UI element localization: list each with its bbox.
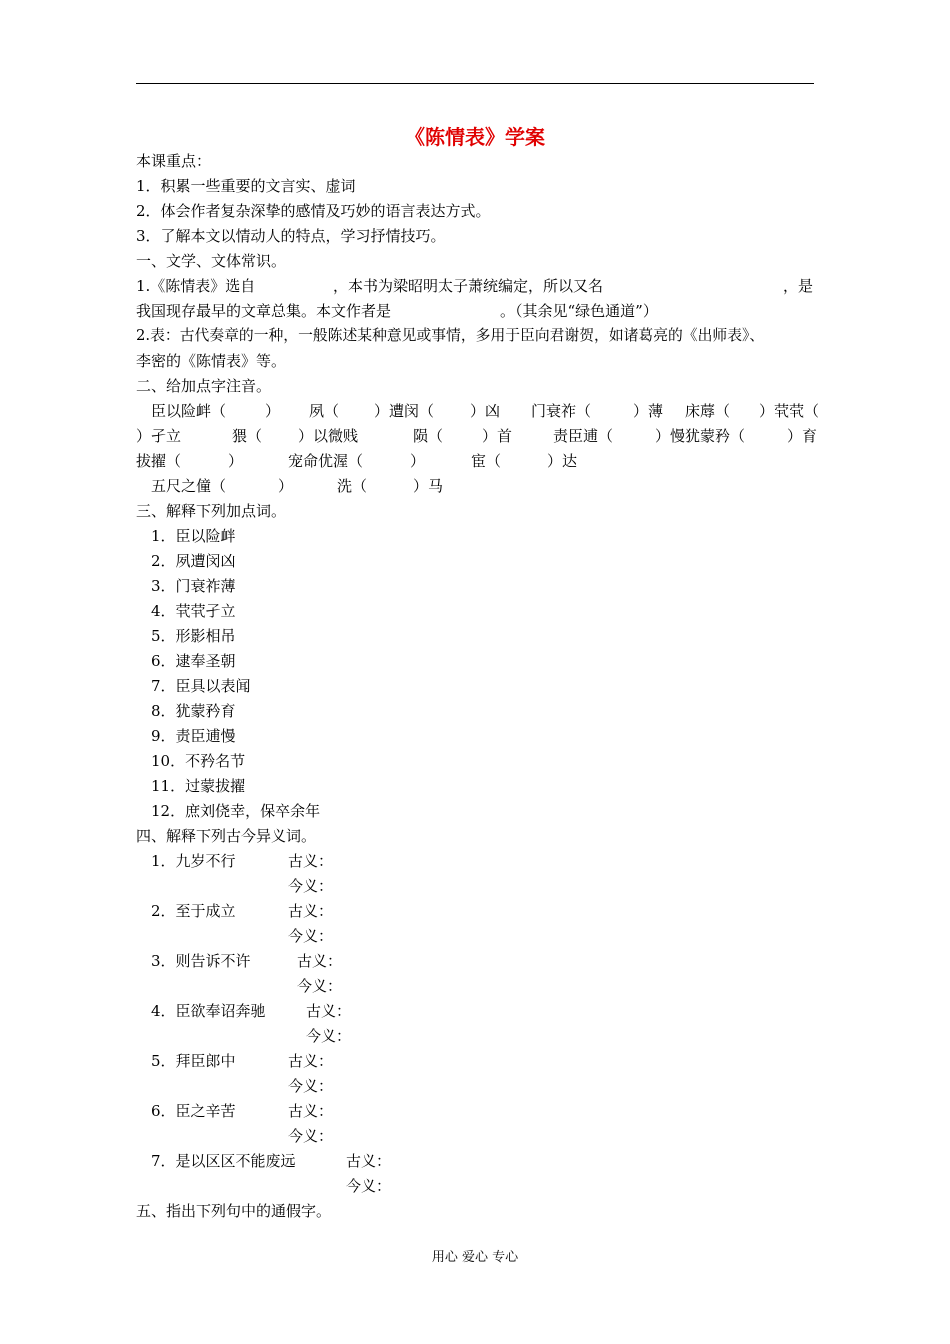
section-heading: 三、解释下列加点词。 xyxy=(136,502,287,520)
gu-label: 古义： xyxy=(346,1152,392,1170)
list-item: 7．臣具以表闻 xyxy=(151,677,251,695)
key-point: 2．体会作者复杂深挚的感情及巧妙的语言表达方式。 xyxy=(136,202,491,220)
pinyin-item: 洗（ xyxy=(337,477,368,495)
jin-label: 今义： xyxy=(288,927,334,945)
jin-label: 今义： xyxy=(297,977,343,995)
pinyin-item: ）慢犹蒙矜（ xyxy=(655,427,746,445)
pinyin-item: ） xyxy=(410,452,426,470)
list-item: 2．至于成立 xyxy=(151,902,236,920)
list-item: 5．拜臣郎中 xyxy=(151,1052,236,1070)
list-item: 6．逮奉圣朝 xyxy=(151,652,236,670)
pinyin-item: ）茕茕（ xyxy=(759,402,820,420)
pinyin-item: ）遭闵（ xyxy=(374,402,435,420)
list-item: 5．形影相吊 xyxy=(151,627,236,645)
question-text: 2.表：古代奏章的一种，一般陈述某种意见或事情，多用于臣向君谢贺，如诸葛亮的《出师表》、 xyxy=(136,327,765,344)
pinyin-item: ）马 xyxy=(413,477,444,495)
document-title: 《陈情表》学案 xyxy=(405,125,545,149)
list-item: 3．门衰祚薄 xyxy=(151,577,236,595)
pinyin-item: 臣以险衅（ xyxy=(151,402,227,420)
pinyin-item: 猥（ xyxy=(232,427,263,445)
pinyin-item: 拔擢（ xyxy=(136,452,182,470)
pinyin-item: ）以微贱 xyxy=(298,427,359,445)
list-item: 1．九岁不行 xyxy=(151,852,236,870)
pinyin-item: ） xyxy=(278,477,294,495)
page-footer: 用心 爱心 专心 xyxy=(431,1250,519,1265)
question-text: 1.《陈情表》选自 xyxy=(136,277,256,295)
header-rule xyxy=(136,83,814,84)
pinyin-item: ）薄 xyxy=(633,402,664,420)
pinyin-item: 床蓐（ xyxy=(685,402,731,420)
key-point: 1．积累一些重要的文言实、虚词 xyxy=(136,177,356,195)
pinyin-item: ） xyxy=(265,402,281,420)
gu-label: 古义： xyxy=(297,952,343,970)
list-item: 8．犹蒙矜育 xyxy=(151,702,236,720)
question-text: 我国现存最早的文章总集。本文作者是 xyxy=(136,302,392,320)
pinyin-item: ）凶 xyxy=(470,402,501,420)
gu-label: 古义： xyxy=(306,1002,352,1020)
list-item: 4．茕茕孑立 xyxy=(151,602,236,620)
list-item: 9．责臣逋慢 xyxy=(151,727,236,745)
gu-label: 古义： xyxy=(288,1052,334,1070)
pinyin-item: ） xyxy=(228,452,244,470)
list-item: 3．则告诉不许 xyxy=(151,952,251,970)
jin-label: 今义： xyxy=(288,1127,334,1145)
pinyin-item: 宠命优渥（ xyxy=(288,452,364,470)
pinyin-item: ）孑立 xyxy=(136,427,182,445)
list-item: 10．不矜名节 xyxy=(151,752,246,770)
list-item: 7．是以区区不能废远 xyxy=(151,1152,296,1170)
list-item: 6．臣之辛苦 xyxy=(151,1102,236,1120)
pinyin-item: 五尺之僮（ xyxy=(151,477,227,495)
list-item: 4．臣欲奉诏奔驰 xyxy=(151,1002,266,1020)
section-heading: 五、指出下列句中的通假字。 xyxy=(136,1202,332,1220)
key-points-heading: 本课重点： xyxy=(136,152,212,170)
pinyin-item: ）育 xyxy=(787,427,818,445)
key-point: 3．了解本文以情动人的特点，学习抒情技巧。 xyxy=(136,227,446,245)
section-heading: 二、给加点字注音。 xyxy=(136,377,272,395)
jin-label: 今义： xyxy=(288,877,334,895)
jin-label: 今义： xyxy=(346,1177,392,1195)
pinyin-item: ）达 xyxy=(547,452,578,470)
jin-label: 今义： xyxy=(288,1077,334,1095)
pinyin-item: 门衰祚（ xyxy=(531,402,592,420)
question-text: 。（其余见“绿色通道”） xyxy=(500,302,658,320)
question-text: ，是 xyxy=(783,277,814,295)
pinyin-item: ）首 xyxy=(482,427,513,445)
question-text: ，本书为梁昭明太子萧统编定，所以又名 xyxy=(333,277,604,295)
list-item: 12．庶刘侥幸，保卒余年 xyxy=(151,802,321,820)
gu-label: 古义： xyxy=(288,1102,334,1120)
list-item: 2．夙遭闵凶 xyxy=(151,552,236,570)
question-text: 李密的《陈情表》等。 xyxy=(136,352,287,370)
list-item: 11．过蒙拔擢 xyxy=(151,777,246,795)
section-heading: 四、解释下列古今异义词。 xyxy=(136,827,317,845)
list-item: 1．臣以险衅 xyxy=(151,527,236,545)
pinyin-item: 夙（ xyxy=(309,402,340,420)
jin-label: 今义： xyxy=(306,1027,352,1045)
pinyin-item: 陨（ xyxy=(413,427,444,445)
pinyin-item: 责臣逋（ xyxy=(553,427,614,445)
section-heading: 一、文学、文体常识。 xyxy=(136,252,287,270)
pinyin-item: 宦（ xyxy=(471,452,502,470)
gu-label: 古义： xyxy=(288,852,334,870)
gu-label: 古义： xyxy=(288,902,334,920)
